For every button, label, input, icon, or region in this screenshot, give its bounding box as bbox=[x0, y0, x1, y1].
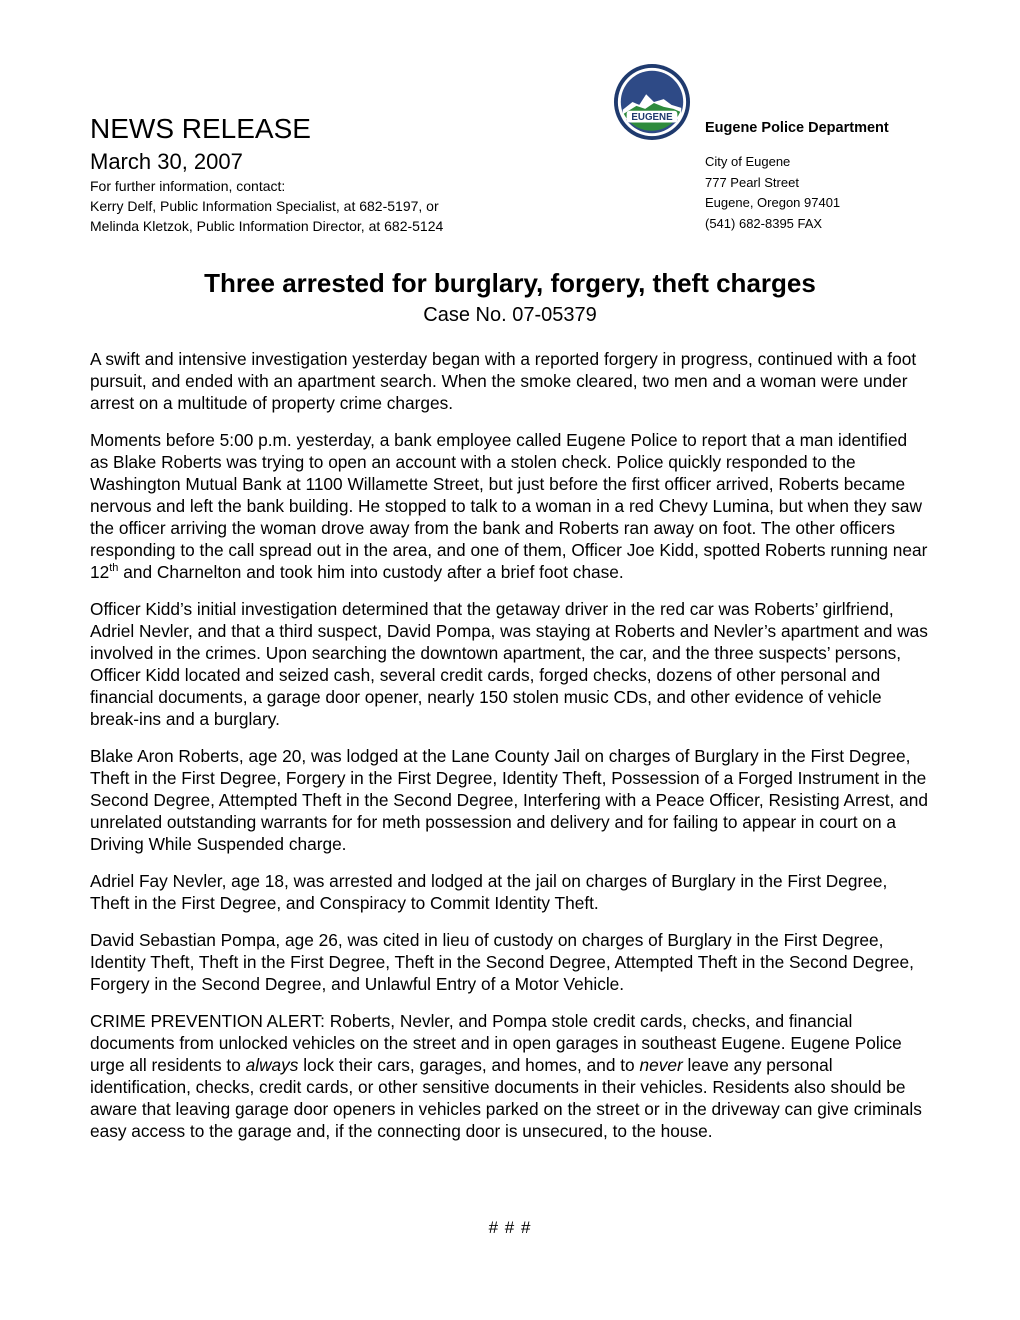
release-date: March 30, 2007 bbox=[90, 149, 243, 174]
news-release-title: NEWS RELEASE bbox=[90, 113, 311, 144]
alert-emphasis-never: never bbox=[639, 1055, 683, 1075]
logo-text: EUGENE bbox=[631, 112, 673, 124]
address-city-state-zip: Eugene, Oregon 97401 bbox=[705, 195, 841, 210]
address-street: 777 Pearl Street bbox=[705, 174, 799, 190]
paragraph-investigation: Officer Kidd’s initial investigation determined that the getaway driver in the red car was Roberts’ girlfriend, Adriel Nevler, and that a third suspect, David Pompa, was staying at Roberts and Nevler’s apartment and was involved in the crimes. Upon searching the downtown apartment, the car, and the three suspects’ persons, Officer Kidd located and seized cash, several credit cards, forged checks, dozens of other personal and financial documents, a garage door opener, nearly 150 stolen music CDs, and other evidence of vehicle break-ins and a burglary. bbox=[90, 599, 928, 729]
case-number: Case No. 07-05379 bbox=[423, 304, 597, 326]
alert-part-3: leave any personal identification, checks, credit cards, or other sensitive documents in their vehicles. Residents also should be aware that leaving garage door openers in vehicles parked on the street or in the driveway can give criminals easy access to the garage and, if the connecting door is unsecured, to the house. bbox=[90, 1055, 922, 1141]
paragraph-intro: A swift and intensive investigation yesterday began with a reported forgery in progress, continued with a foot pursuit, and ended with an apartment search. When the smoke cleared, two men and a woman were under arrest on a multitude of property crime charges. bbox=[90, 349, 917, 413]
end-of-release-mark: # # # bbox=[488, 1218, 532, 1237]
alert-emphasis-always: always bbox=[245, 1055, 299, 1075]
address-city: City of Eugene bbox=[705, 154, 791, 169]
article-headline: Three arrested for burglary, forgery, theft charges bbox=[204, 268, 816, 298]
contact-intro: For further information, contact: bbox=[90, 178, 286, 194]
paragraph-crime-prevention-alert bbox=[90, 1010, 930, 1142]
paragraph-nevler-charges: Adriel Fay Nevler, age 18, was arrested and lodged at the jail on charges of Burglary in the First Degree, Theft in the First Degree, and Conspiracy to Commit Identity Theft. bbox=[90, 871, 888, 913]
alert-part-1: CRIME PREVENTION ALERT: Roberts, Nevler, and Pompa stole credit cards, checks, and financial documents from unlocked vehicles on the street and in open garages in southeast Eugene. Eugene Police urge all residents to bbox=[90, 1011, 902, 1075]
ordinal-suffix: th bbox=[109, 562, 119, 575]
paragraph-pompa-charges: David Sebastian Pompa, age 26, was cited in lieu of custody on charges of Burglary in the First Degree, Identity Theft, Theft in the First Degree, Theft in the Second Degree, Attempted Theft in the Second Degree, Forgery in the Second Degree, and Unlawful Entry of a Motor Vehicle. bbox=[90, 930, 914, 994]
department-address bbox=[705, 152, 840, 234]
paragraph-bank-incident-part-1: Moments before 5:00 p.m. yesterday, a bank employee called Eugene Police to report that a man identified as Blake Roberts was trying to open an account with a stolen check. Police quickly responded to the Washington Mutual Bank at 1100 Willamette Street, but just before the first officer arrived, Roberts became nervous and left the bank building. He stopped to talk to a woman in a red Chevy Lumina, but when they saw the officer arriving the woman drove away from the bank and Roberts ran away on foot. The other officers responding to the call spread out in the area, and one of them, Officer Joe Kidd, spotted Roberts running near 12 bbox=[90, 430, 928, 582]
contact-kerry-delf: Kerry Delf, Public Information Specialist, at 682-5197, or bbox=[90, 198, 439, 214]
contact-melinda-kletzok: Melinda Kletzok, Public Information Director, at 682-5124 bbox=[90, 218, 444, 234]
contact-block bbox=[90, 176, 443, 236]
paragraph-bank-incident bbox=[90, 429, 930, 583]
address-fax: (541) 682-8395 FAX bbox=[705, 215, 823, 231]
department-name: Eugene Police Department bbox=[705, 120, 889, 136]
paragraph-bank-incident-part-2: and Charnelton and took him into custody after a brief foot chase. bbox=[118, 562, 624, 582]
city-of-eugene-logo bbox=[613, 63, 691, 141]
alert-part-2: lock their cars, garages, and homes, and to bbox=[298, 1055, 640, 1075]
article-body bbox=[90, 348, 930, 1157]
paragraph-roberts-charges: Blake Aron Roberts, age 20, was lodged at the Lane County Jail on charges of Burglary in the First Degree, Theft in the First Degree, Forgery in the First Degree, Identity Theft, Possession of a Forged Instrument in the Second Degree, Attempted Theft in the Second Degree, Interfering with a Peace Officer, Resisting Arrest, and unrelated outstanding warrants for for meth possession and delivery and for failing to appear in court on a Driving While Suspended charge. bbox=[90, 746, 928, 854]
